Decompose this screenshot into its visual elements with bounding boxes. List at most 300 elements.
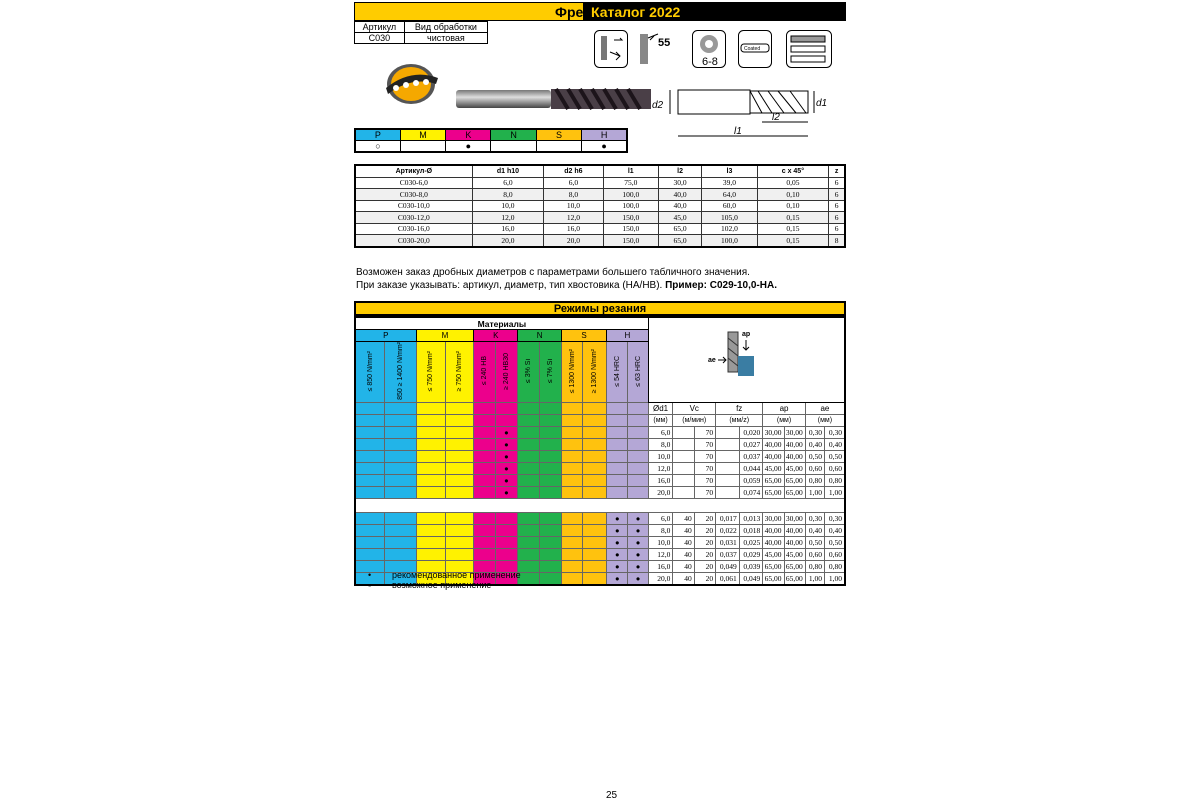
helix-angle-label: 55 bbox=[658, 37, 671, 49]
cut-value: 0,049 bbox=[739, 572, 763, 585]
cut-material-mark bbox=[628, 438, 648, 450]
legend-recommended-symbol: • bbox=[368, 570, 372, 580]
cut-material-mark bbox=[355, 548, 385, 560]
cut-value: 12,0 bbox=[648, 548, 673, 560]
cut-material-mark bbox=[583, 572, 607, 585]
diagram-ae: ae bbox=[708, 356, 717, 364]
coating-label: Coated bbox=[744, 46, 761, 52]
cut-value: 40,00 bbox=[763, 524, 784, 536]
cut-material-mark bbox=[628, 462, 648, 474]
cut-value: 16,0 bbox=[648, 474, 673, 486]
cutting-modes-title: Режимы резания bbox=[354, 301, 846, 316]
cut-param-header: ap bbox=[763, 402, 806, 414]
cut-material-subheader-text: ≤ 3% Si bbox=[524, 358, 532, 383]
article-cell: 10,0 bbox=[472, 200, 544, 212]
cut-value: 0,50 bbox=[825, 536, 845, 548]
cut-material-mark bbox=[355, 438, 385, 450]
cut-data-row bbox=[355, 438, 845, 450]
cut-material-mark bbox=[495, 536, 517, 548]
legend-recommended bbox=[368, 570, 521, 580]
article-cell: 8,0 bbox=[544, 189, 604, 201]
cut-value: 20 bbox=[694, 560, 715, 572]
article-col-header: Артикул-Ø bbox=[355, 165, 472, 177]
cut-material-mark bbox=[355, 450, 385, 462]
cut-material-mark bbox=[474, 524, 495, 536]
cut-value: 45,00 bbox=[763, 462, 784, 474]
cut-unit: (м/мин) bbox=[673, 414, 716, 426]
cut-material-mark: ● bbox=[607, 536, 628, 548]
cut-value bbox=[673, 450, 694, 462]
cut-group-k: K bbox=[474, 330, 518, 342]
cut-value: 0,059 bbox=[739, 474, 763, 486]
cut-material-mark: ● bbox=[628, 560, 648, 572]
cut-material-subheader bbox=[355, 342, 385, 403]
header-title-part2: Каталог 2022 bbox=[591, 4, 681, 20]
cut-group-m: M bbox=[416, 330, 474, 342]
article-cell: 6 bbox=[829, 223, 845, 235]
cut-value: 0,037 bbox=[739, 450, 763, 462]
cut-value: 0,40 bbox=[805, 438, 824, 450]
cut-material-mark bbox=[446, 512, 474, 524]
cut-value: 0,029 bbox=[739, 548, 763, 560]
article-cell: 6,0 bbox=[544, 177, 604, 189]
cut-material-mark bbox=[628, 450, 648, 462]
cut-value: 40 bbox=[673, 524, 694, 536]
cut-value: 40,00 bbox=[763, 536, 784, 548]
cut-material-mark bbox=[416, 524, 446, 536]
cut-value bbox=[716, 474, 740, 486]
cut-material-mark: ● bbox=[607, 572, 628, 585]
cut-param-header: fz bbox=[716, 402, 763, 414]
article-cell: C030-8,0 bbox=[355, 189, 472, 201]
cut-material-mark bbox=[518, 512, 539, 524]
cut-value: 0,50 bbox=[805, 450, 824, 462]
cut-unit: (мм) bbox=[648, 414, 673, 426]
article-col-header: d2 h6 bbox=[544, 165, 604, 177]
cut-material-mark bbox=[539, 548, 561, 560]
shank-types-icon bbox=[786, 30, 832, 73]
dim-d2: d2 bbox=[652, 100, 664, 111]
info-label-type: Вид обработки bbox=[404, 22, 487, 33]
cut-material-mark bbox=[583, 536, 607, 548]
cut-material-subheader bbox=[583, 342, 607, 403]
mat-group-n: N bbox=[491, 129, 536, 141]
cut-value: 70 bbox=[694, 438, 715, 450]
article-cell: 0,05 bbox=[757, 177, 829, 189]
cut-value: 65,00 bbox=[784, 560, 805, 572]
dim-l1: l1 bbox=[734, 126, 742, 137]
legend-possible bbox=[368, 580, 521, 590]
article-cell: 0,10 bbox=[757, 189, 829, 201]
cut-material-mark bbox=[355, 426, 385, 438]
cut-value: 20 bbox=[694, 536, 715, 548]
cut-value: 10,0 bbox=[648, 536, 673, 548]
article-cell: 100,0 bbox=[603, 189, 658, 201]
cut-material-mark bbox=[355, 486, 385, 498]
cut-value: 65,00 bbox=[784, 486, 805, 498]
cut-data-row bbox=[355, 536, 845, 548]
article-cell: 6 bbox=[829, 200, 845, 212]
cut-material-mark bbox=[416, 450, 446, 462]
cut-material-mark bbox=[446, 462, 474, 474]
cut-value: 20 bbox=[694, 524, 715, 536]
cut-value: 0,017 bbox=[716, 512, 740, 524]
cut-material-mark bbox=[583, 548, 607, 560]
cut-data-row bbox=[355, 486, 845, 498]
article-cell: 45,0 bbox=[658, 212, 702, 224]
cut-material-mark bbox=[518, 572, 539, 585]
article-cell: 65,0 bbox=[658, 223, 702, 235]
cut-data-row bbox=[355, 474, 845, 486]
cut-value: 0,020 bbox=[739, 426, 763, 438]
cut-value: 0,025 bbox=[739, 536, 763, 548]
cut-units-row bbox=[355, 414, 845, 426]
cut-value: 1,00 bbox=[805, 486, 824, 498]
cut-material-mark bbox=[628, 426, 648, 438]
cut-material-mark bbox=[416, 474, 446, 486]
cut-value: 0,60 bbox=[805, 548, 824, 560]
cut-value: 20 bbox=[694, 572, 715, 585]
mat-mark-h: ● bbox=[582, 141, 627, 153]
article-cell: 40,0 bbox=[658, 200, 702, 212]
article-cell: 100,0 bbox=[603, 200, 658, 212]
cut-value: 20 bbox=[694, 548, 715, 560]
cut-value: 0,50 bbox=[825, 450, 845, 462]
cut-unit: (мм) bbox=[805, 414, 845, 426]
cut-material-mark bbox=[583, 474, 607, 486]
article-cell: 0,15 bbox=[757, 223, 829, 235]
cut-value: 40,00 bbox=[784, 450, 805, 462]
article-row bbox=[355, 212, 845, 224]
cut-value bbox=[716, 450, 740, 462]
cut-value: 70 bbox=[694, 486, 715, 498]
cut-value: 65,00 bbox=[763, 560, 784, 572]
article-cell: 6,0 bbox=[472, 177, 544, 189]
mat-mark-k: ● bbox=[446, 141, 491, 153]
article-cell: C030-10,0 bbox=[355, 200, 472, 212]
cut-material-mark bbox=[355, 474, 385, 486]
article-cell: 10,0 bbox=[544, 200, 604, 212]
cut-material-mark bbox=[355, 462, 385, 474]
cut-material-mark bbox=[539, 450, 561, 462]
cut-value: 40,00 bbox=[784, 438, 805, 450]
mat-mark-n bbox=[491, 141, 536, 153]
article-col-header: d1 h10 bbox=[472, 165, 544, 177]
article-cell: 12,0 bbox=[472, 212, 544, 224]
cut-material-mark bbox=[474, 536, 495, 548]
cut-material-mark bbox=[539, 426, 561, 438]
cut-material-mark bbox=[562, 560, 583, 572]
cut-value: 0,30 bbox=[805, 512, 824, 524]
mat-group-k: K bbox=[446, 129, 491, 141]
article-cell: 6 bbox=[829, 212, 845, 224]
cut-material-mark bbox=[518, 548, 539, 560]
article-row bbox=[355, 189, 845, 201]
article-cell: 6 bbox=[829, 177, 845, 189]
cut-param-header: Ød1 bbox=[648, 402, 673, 414]
cut-material-mark bbox=[583, 486, 607, 498]
cut-value: 40,00 bbox=[784, 524, 805, 536]
cut-material-mark bbox=[446, 536, 474, 548]
cut-material-mark bbox=[607, 450, 628, 462]
cut-material-mark bbox=[474, 548, 495, 560]
materials-label: Материалы bbox=[477, 318, 527, 329]
info-label-article: Артикул bbox=[355, 22, 405, 33]
article-row bbox=[355, 223, 845, 235]
cut-value: 0,074 bbox=[739, 486, 763, 498]
cut-value bbox=[673, 426, 694, 438]
note-line-2 bbox=[356, 279, 846, 292]
cut-value: 20 bbox=[694, 512, 715, 524]
mat-group-m: M bbox=[400, 129, 445, 141]
cut-value: 8,0 bbox=[648, 524, 673, 536]
cut-material-mark bbox=[495, 548, 517, 560]
cut-material-mark bbox=[355, 524, 385, 536]
article-cell: 60,0 bbox=[702, 200, 757, 212]
cut-material-mark bbox=[416, 462, 446, 474]
cut-data-row bbox=[355, 462, 845, 474]
cut-material-mark: ● bbox=[495, 426, 517, 438]
cut-material-mark bbox=[385, 438, 416, 450]
cut-material-mark bbox=[474, 462, 495, 474]
cut-material-mark bbox=[562, 438, 583, 450]
cut-material-mark bbox=[539, 438, 561, 450]
cut-value: 0,40 bbox=[805, 524, 824, 536]
cut-value: 30,00 bbox=[784, 426, 805, 438]
cut-material-subheader bbox=[416, 342, 446, 403]
cut-material-mark bbox=[446, 548, 474, 560]
cut-material-mark: ● bbox=[495, 474, 517, 486]
cut-material-mark bbox=[416, 536, 446, 548]
cut-value: 40 bbox=[673, 572, 694, 585]
article-cell: 100,0 bbox=[702, 235, 757, 247]
mat-mark-m bbox=[400, 141, 445, 153]
cut-material-mark bbox=[562, 474, 583, 486]
cut-value: 65,00 bbox=[763, 486, 784, 498]
cut-value: 0,013 bbox=[739, 512, 763, 524]
cut-material-subheader bbox=[562, 342, 583, 403]
cut-material-mark bbox=[385, 426, 416, 438]
cut-value: 40,00 bbox=[784, 536, 805, 548]
cut-material-mark bbox=[385, 536, 416, 548]
cut-value: 8,0 bbox=[648, 438, 673, 450]
cut-value bbox=[673, 486, 694, 498]
flutes-icon bbox=[692, 30, 726, 73]
cut-material-subheader-text: ≤ 850 N/mm² bbox=[366, 350, 374, 392]
cut-value: 6,0 bbox=[648, 512, 673, 524]
cut-value: 0,40 bbox=[825, 524, 845, 536]
cut-value: 0,061 bbox=[716, 572, 740, 585]
cut-material-mark bbox=[518, 438, 539, 450]
article-col-header: l3 bbox=[702, 165, 757, 177]
cut-value: 30,00 bbox=[784, 512, 805, 524]
cut-material-mark bbox=[385, 512, 416, 524]
cut-material-subheader-text: ≤ 750 N/mm² bbox=[427, 350, 435, 392]
cut-material-subheader-text: ≤ 1300 N/mm² bbox=[568, 348, 576, 394]
cut-material-mark bbox=[562, 426, 583, 438]
cut-material-mark bbox=[562, 486, 583, 498]
cut-material-mark bbox=[583, 450, 607, 462]
cut-value: 0,30 bbox=[825, 426, 845, 438]
tool-dimension-drawing bbox=[650, 82, 830, 144]
cut-value: 45,00 bbox=[784, 462, 805, 474]
cut-unit: (мм) bbox=[763, 414, 806, 426]
cut-material-mark bbox=[562, 462, 583, 474]
cut-material-subheader-text: ≤ 7% Si bbox=[546, 358, 554, 383]
cut-material-mark bbox=[518, 560, 539, 572]
cut-data-row bbox=[355, 426, 845, 438]
article-cell: C030-12,0 bbox=[355, 212, 472, 224]
cut-material-subheader bbox=[495, 342, 517, 403]
cut-value: 1,00 bbox=[825, 572, 845, 585]
cut-material-mark: ● bbox=[495, 438, 517, 450]
cut-value: 0,30 bbox=[825, 512, 845, 524]
cut-value: 0,037 bbox=[716, 548, 740, 560]
cut-material-mark bbox=[562, 524, 583, 536]
cut-material-subheader bbox=[628, 342, 648, 403]
cut-unit: (мм/z) bbox=[716, 414, 763, 426]
cut-material-mark bbox=[446, 438, 474, 450]
helix-angle-icon bbox=[634, 30, 682, 73]
cut-material-mark bbox=[474, 474, 495, 486]
cut-material-mark bbox=[385, 450, 416, 462]
cut-value bbox=[716, 438, 740, 450]
cut-value: 0,60 bbox=[805, 462, 824, 474]
article-row bbox=[355, 235, 845, 247]
end-mill-photo bbox=[456, 87, 656, 111]
cut-value: 10,0 bbox=[648, 450, 673, 462]
diagram-ap: ap bbox=[742, 330, 751, 338]
article-cell: 16,0 bbox=[472, 223, 544, 235]
cut-material-mark bbox=[355, 512, 385, 524]
cut-material-mark bbox=[583, 560, 607, 572]
cut-material-mark bbox=[539, 524, 561, 536]
cut-value bbox=[716, 486, 740, 498]
article-cell: 150,0 bbox=[603, 235, 658, 247]
cut-material-mark bbox=[416, 512, 446, 524]
cut-value: 30,00 bbox=[763, 426, 784, 438]
article-cell: C030-16,0 bbox=[355, 223, 472, 235]
header-title-part1: Фрезы. bbox=[555, 4, 607, 20]
cut-material-mark bbox=[562, 512, 583, 524]
cut-material-mark: ● bbox=[628, 548, 648, 560]
cut-value: 0,60 bbox=[825, 548, 845, 560]
article-cell: C030-6,0 bbox=[355, 177, 472, 189]
cut-material-subheader bbox=[446, 342, 474, 403]
cut-material-mark bbox=[583, 462, 607, 474]
cut-value: 45,00 bbox=[763, 548, 784, 560]
cut-material-mark bbox=[518, 426, 539, 438]
article-cell: 150,0 bbox=[603, 212, 658, 224]
cut-param-header: ae bbox=[805, 402, 845, 414]
cut-material-mark bbox=[539, 512, 561, 524]
cut-material-mark bbox=[474, 438, 495, 450]
cut-value: 40 bbox=[673, 536, 694, 548]
article-cell: 30,0 bbox=[658, 177, 702, 189]
cut-group-p: P bbox=[355, 330, 416, 342]
article-col-header: z bbox=[829, 165, 845, 177]
cut-material-mark bbox=[474, 512, 495, 524]
cut-material-mark: ● bbox=[495, 486, 517, 498]
cut-material-mark bbox=[583, 426, 607, 438]
cut-material-mark bbox=[562, 536, 583, 548]
cut-material-mark bbox=[474, 426, 495, 438]
article-cell: 0,15 bbox=[757, 212, 829, 224]
article-row bbox=[355, 200, 845, 212]
mat-mark-p: ○ bbox=[355, 141, 400, 153]
cut-material-mark bbox=[518, 462, 539, 474]
legend-possible-symbol: ▫ bbox=[368, 580, 372, 590]
cut-value: 65,00 bbox=[763, 474, 784, 486]
cut-material-mark: ● bbox=[607, 524, 628, 536]
cut-value: 0,039 bbox=[739, 560, 763, 572]
cut-material-mark bbox=[416, 548, 446, 560]
cut-material-mark: ● bbox=[607, 560, 628, 572]
article-cell: 6 bbox=[829, 189, 845, 201]
cut-value: 45,00 bbox=[784, 548, 805, 560]
cut-material-mark bbox=[562, 548, 583, 560]
cut-material-mark bbox=[385, 462, 416, 474]
cut-material-subheader bbox=[518, 342, 539, 403]
cut-value: 0,044 bbox=[739, 462, 763, 474]
mat-group-h: H bbox=[582, 129, 627, 141]
cut-material-subheader bbox=[607, 342, 628, 403]
cut-value bbox=[716, 462, 740, 474]
cut-material-mark bbox=[562, 450, 583, 462]
cut-material-mark bbox=[607, 438, 628, 450]
cut-value: 40,00 bbox=[763, 450, 784, 462]
cut-material-subheader bbox=[539, 342, 561, 403]
cut-group-s: S bbox=[562, 330, 607, 342]
cut-material-mark: ● bbox=[628, 524, 648, 536]
legend bbox=[368, 570, 521, 590]
cut-material-mark bbox=[495, 512, 517, 524]
cut-data-row bbox=[355, 548, 845, 560]
cut-group-h: H bbox=[607, 330, 649, 342]
article-cell: 102,0 bbox=[702, 223, 757, 235]
cut-material-mark bbox=[416, 438, 446, 450]
article-dimensions-table bbox=[354, 164, 846, 248]
article-cell: 105,0 bbox=[702, 212, 757, 224]
cut-material-mark bbox=[474, 486, 495, 498]
cut-value: 0,60 bbox=[825, 462, 845, 474]
cut-material-mark bbox=[385, 524, 416, 536]
article-cell: 0,10 bbox=[757, 200, 829, 212]
flutes-label: 6-8 bbox=[702, 56, 718, 68]
brand-logo bbox=[376, 58, 446, 106]
order-notes bbox=[356, 266, 846, 292]
cut-material-mark: ● bbox=[628, 572, 648, 585]
article-cell: 12,0 bbox=[544, 212, 604, 224]
cut-group-n: N bbox=[518, 330, 562, 342]
cut-value bbox=[673, 438, 694, 450]
cut-value: 70 bbox=[694, 462, 715, 474]
cut-material-mark bbox=[385, 486, 416, 498]
article-info-table bbox=[354, 21, 488, 44]
cut-value: 65,00 bbox=[784, 474, 805, 486]
cut-value: 70 bbox=[694, 426, 715, 438]
cut-material-mark bbox=[446, 450, 474, 462]
cut-material-mark bbox=[495, 524, 517, 536]
cut-material-mark bbox=[518, 474, 539, 486]
cut-value: 6,0 bbox=[648, 426, 673, 438]
cut-material-mark bbox=[385, 474, 416, 486]
material-suitability-table bbox=[354, 128, 628, 153]
cut-material-mark bbox=[446, 474, 474, 486]
article-cell: 40,0 bbox=[658, 189, 702, 201]
cut-value bbox=[716, 426, 740, 438]
page-number: 25 bbox=[606, 790, 618, 801]
